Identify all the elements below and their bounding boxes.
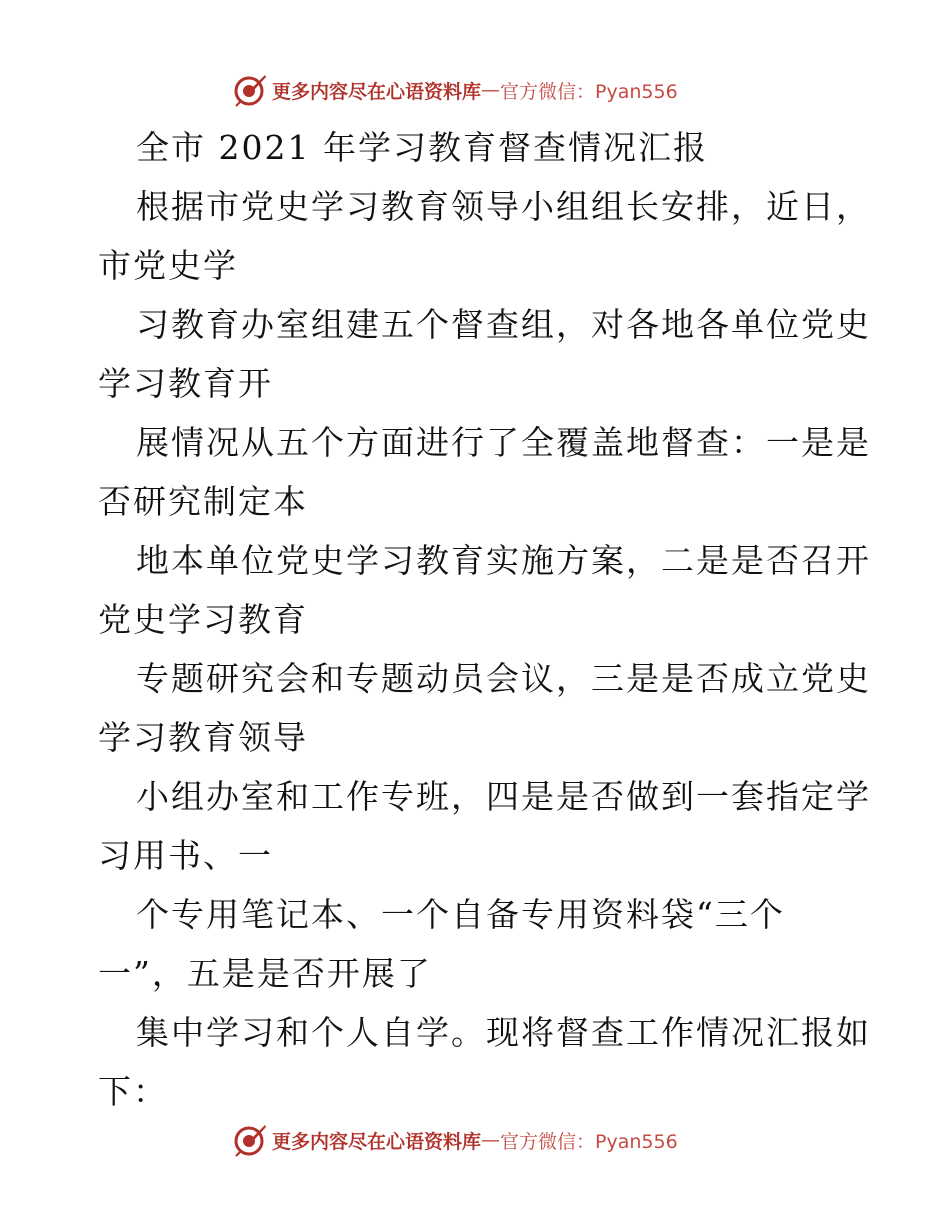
text-line: 学习教育领导 — [98, 718, 308, 757]
text-line: 一”，五是是否开展了 — [98, 954, 432, 993]
text-line: 个专用笔记本、一个自备专用资料袋“三个 — [136, 895, 785, 934]
text-line: 小组办室和工作专班，四是是否做到一套指定学 — [136, 777, 871, 816]
quill-seal-icon — [232, 72, 268, 108]
text-line: 地本单位党史学习教育实施方案，二是是否召开 — [136, 541, 871, 580]
text-line: 下： — [98, 1072, 168, 1111]
text-line: 习用书、一 — [98, 836, 273, 875]
text-line: 市党史学 — [98, 246, 238, 285]
text-line: 党史学习教育 — [98, 600, 308, 639]
watermark-separator: — — [481, 79, 501, 101]
document-title: 全市 2021 年学习教育督查情况汇报 — [136, 128, 708, 167]
text-line: 展情况从五个方面进行了全覆盖地督查：一是是 — [136, 423, 871, 462]
text-line: 专题研究会和专题动员会议，三是是否成立党史 — [136, 659, 871, 698]
document-body — [98, 118, 871, 1121]
text-line: 习教育办室组建五个督查组，对各地各单位党史 — [136, 305, 871, 344]
text-line: 学习教育开 — [98, 364, 273, 403]
header-watermark — [232, 72, 678, 108]
quill-seal-icon — [232, 1122, 268, 1158]
watermark-wechat: 官方微信：Pyan556 — [500, 1130, 678, 1153]
watermark-separator: — — [481, 1129, 501, 1151]
text-line: 根据市党史学习教育领导小组组长安排，近日， — [136, 187, 871, 226]
watermark-wechat: 官方微信：Pyan556 — [500, 80, 678, 103]
text-line: 集中学习和个人自学。现将督查工作情况汇报如 — [136, 1013, 871, 1052]
footer-watermark — [232, 1122, 678, 1158]
watermark-brand: 更多内容尽在心语资料库 — [272, 80, 482, 103]
watermark-brand: 更多内容尽在心语资料库 — [272, 1130, 482, 1153]
text-line: 否研究制定本 — [98, 482, 308, 521]
